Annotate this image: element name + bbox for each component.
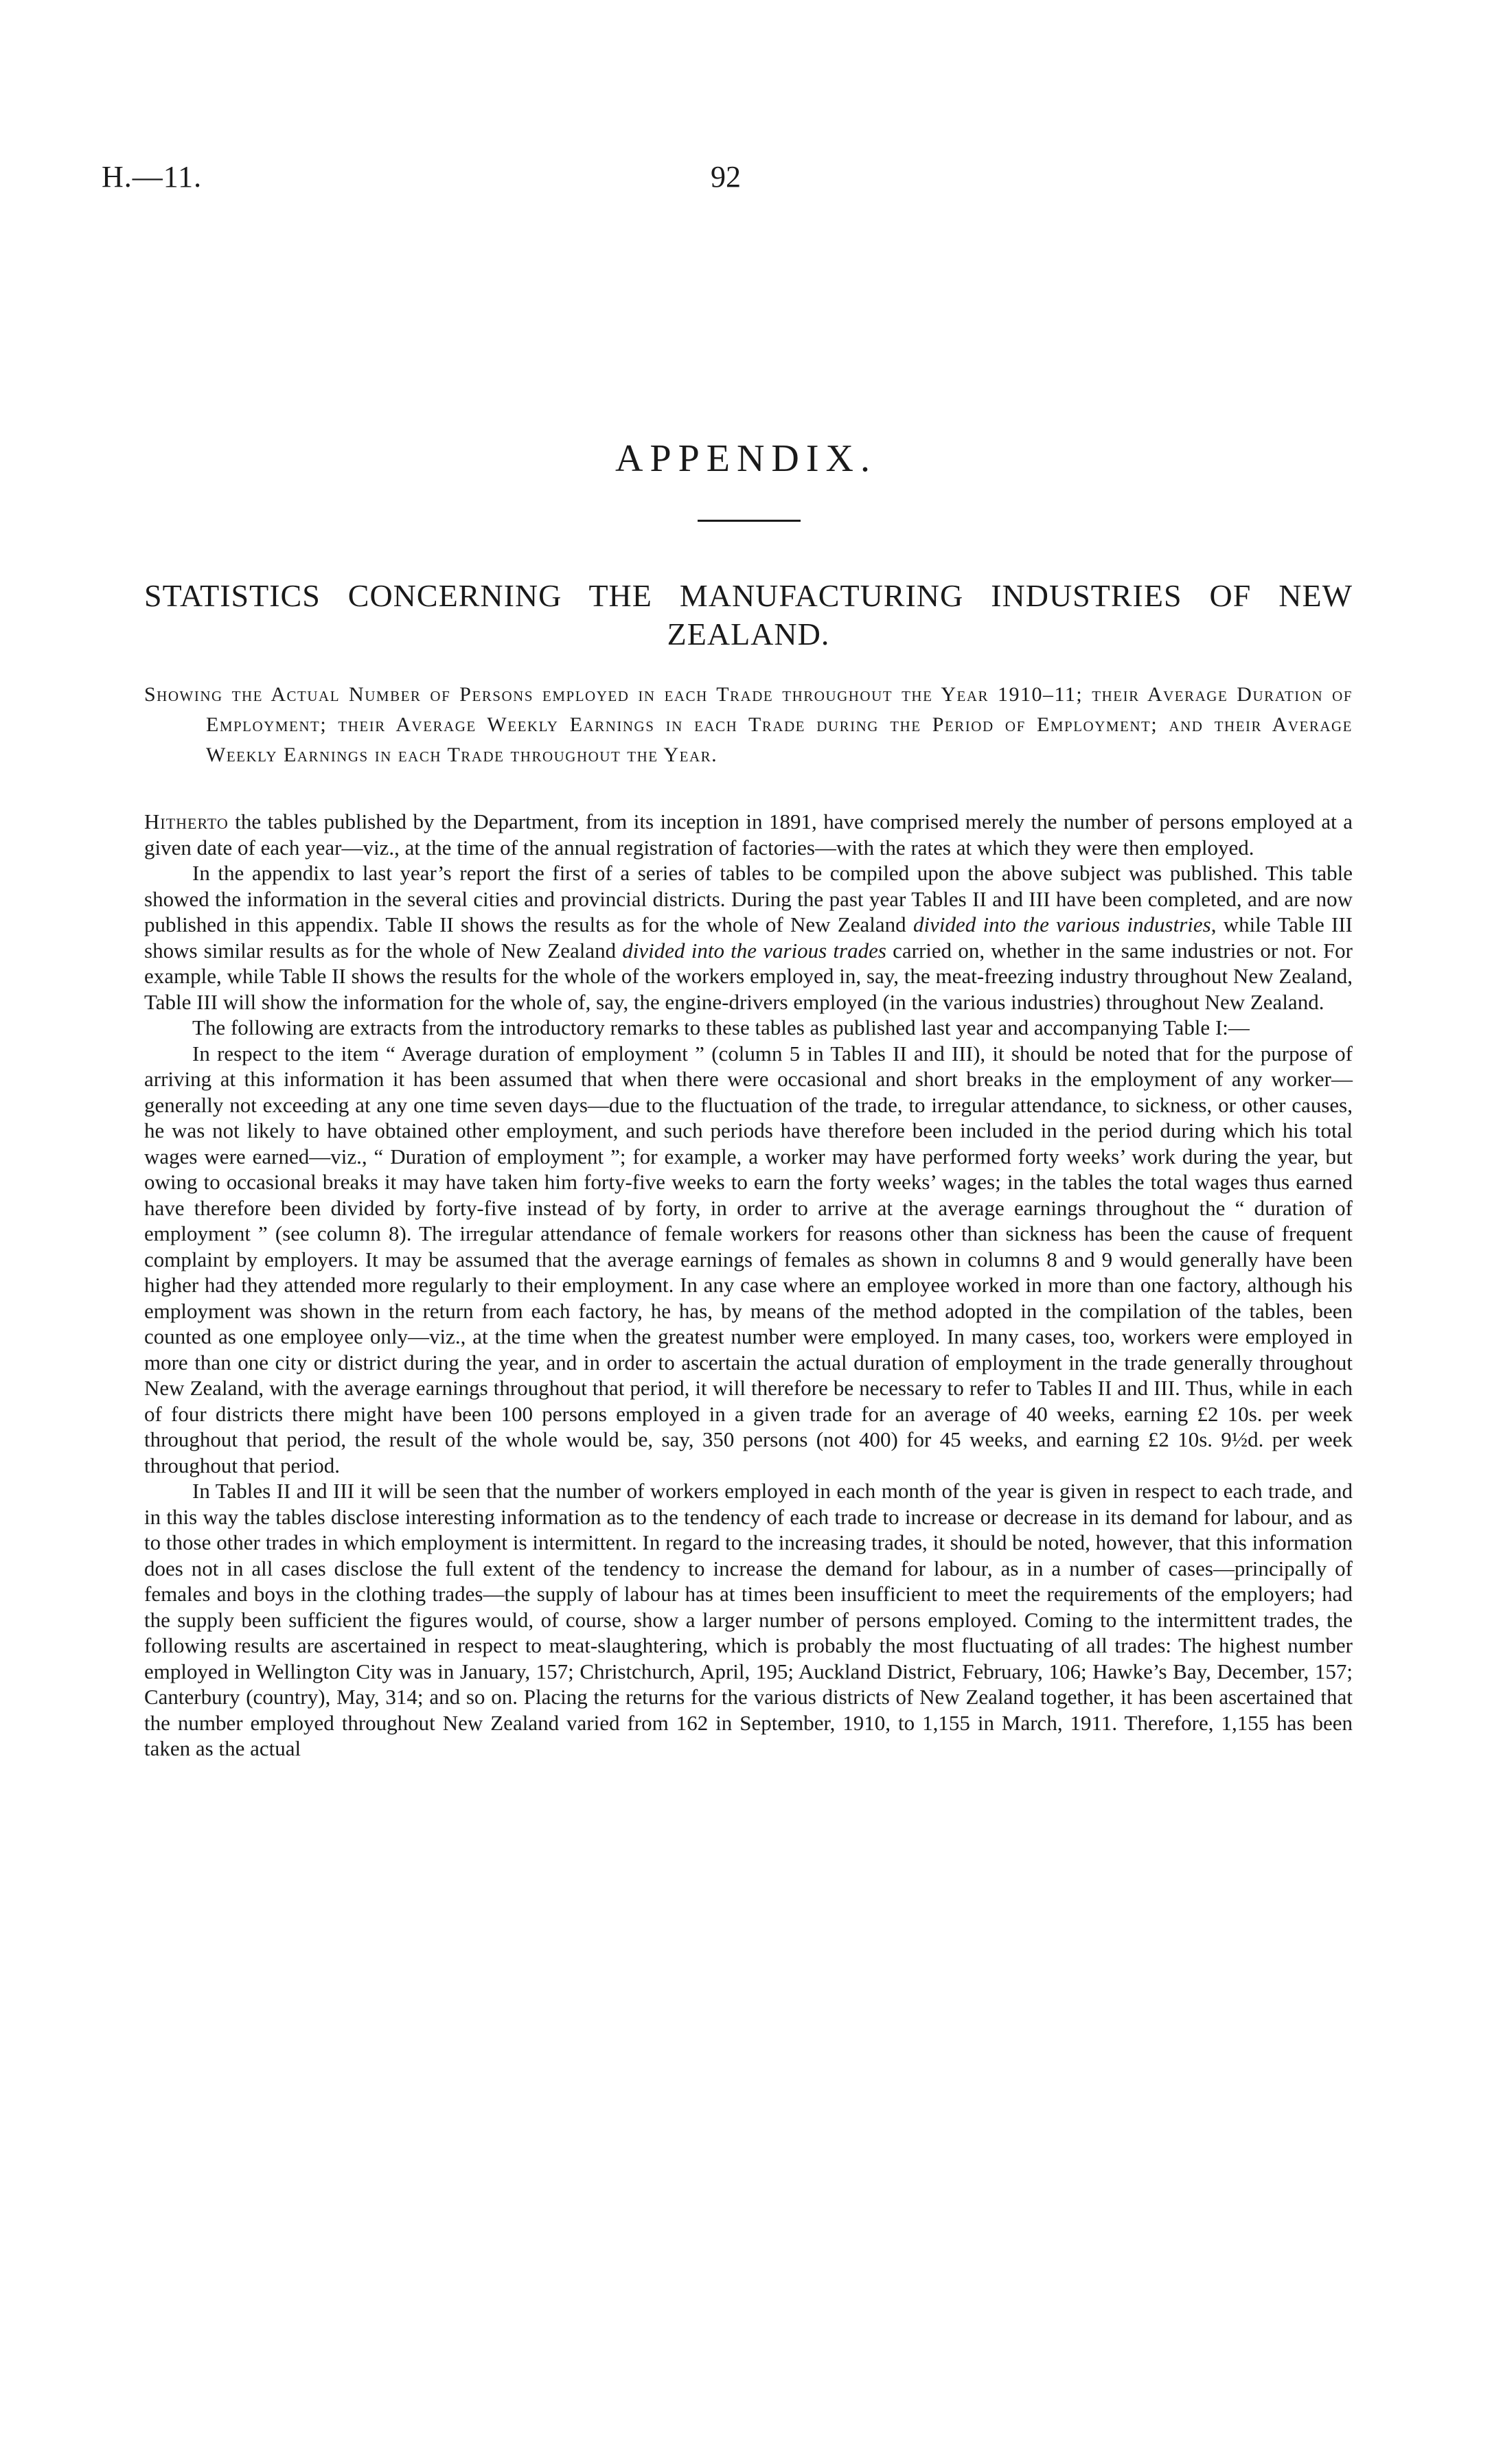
paragraph-1-text: the tables published by the Department, from its inception in 1891, have comprised merely the number of persons employed at a given date of each year—viz., at the time of the annual registration of factories—with the rates at which they were then employed. (144, 809, 1353, 860)
paragraph-2-text-c: carried on, whether in the same industries or not. For example, while Table II shows the results for the whole of the workers employed in, say, the meat-freezing industry throughout New Zealand, Table III will show the information for the whole of, say, the engine-drivers employed (in the various industries) throughout New Zealand. (144, 938, 1353, 1014)
appendix-heading: APPENDIX. (615, 437, 877, 480)
body-text (144, 809, 1353, 1762)
subtitle (144, 680, 1353, 770)
heading-divider (698, 520, 801, 522)
paragraph-1 (144, 809, 1353, 860)
paragraph-2-emphasis-2: divided into the various trades (622, 938, 886, 963)
subtitle-text: Showing the Actual Number of Persons employed in each Trade throughout the Year 1910–11; their Average Duration of Employment; their Average Weekly Earnings in each Trade during the Period of Employment; and their Average Weekly Earnings in each Trade throughout the Year. (144, 683, 1353, 766)
paragraph-5: In Tables II and III it will be seen that the number of workers employed in each month of the year is given in respect to each trade, and in this way the tables disclose interesting information as to the tendency of each trade to increase or decrease in its demand for labour, and as to those other trades in which employment is intermittent. In regard to the increasing trades, it should be noted, however, that this information does not in all cases disclose the full extent of the tendency to increase the demand for labour, as in a number of cases—principally of females and boys in the clothing trades—the supply of labour has at times been insufficient to meet the requirements of the employers; had the supply been sufficient the figures would, of course, show a larger number of persons employed. Coming to the intermittent trades, the following results are ascertained in respect to meat-slaughtering, which is probably the most fluctuating of all trades: The highest number employed in Wellington City was in January, 157; Christchurch, April, 195; Auckland District, February, 106; Hawke’s Bay, December, 157; Canterbury (country), May, 314; and so on. Placing the returns for the various districts of New Zealand together, it has been ascertained that the number employed throughout New Zealand varied from 162 in September, 1910, to 1,155 in March, 1911. Therefore, 1,155 has been taken as the actual (144, 1479, 1353, 1760)
paragraph-1-lead: Hitherto (144, 809, 229, 833)
paragraph-2-text-a: In the appendix to last year’s report the first of a series of tables to be compiled upon the above subject was published. This table showed the information in the several cities and provincial districts. During the past year Tables II and III have been completed, and are now published in this appendix. Table II shows the results as for the whole of New Zealand (144, 861, 1353, 936)
paragraph-2-text-b: , while Table III shows similar results as for the whole of New Zealand (144, 912, 1353, 963)
main-title: STATISTICS CONCERNING THE MANUFACTURING INDUSTRIES OF NEW ZEALAND. (144, 578, 1353, 652)
page-number: 92 (711, 160, 741, 194)
paragraph-4: In respect to the item “ Average duration of employment ” (column 5 in Tables II and III), it should be noted that for the purpose of arriving at this information it has been assumed that when there were occasional and short breaks in the employment of any worker—generally not exceeding at any one time seven days—due to the fluctuation of the trade, to irregular attendance, to sickness, or other causes, he was not likely to have obtained other employment, and such periods have therefore been included in the period during which his total wages were earned—viz., “ Duration of employment ”; for example, a worker may have performed forty weeks’ work during the year, but owing to occasional breaks it may have taken him forty-five weeks to earn the forty weeks’ wages; in the tables the total wages thus earned have therefore been divided by forty-five instead of by forty, in order to arrive at the average earnings throughout the “ duration of employment ” (see column 8). The irregular attendance of female workers for reasons other than sickness has been the cause of frequent complaint by employers. It may be assumed that the average earnings of females as shown in columns 8 and 9 would generally have been higher had they attended more regularly to their employment. In any case where an employee worked in more than one factory, although his employment was shown in the return from each factory, he has, by means of the method adopted in the compilation of the tables, been counted as one employee only—viz., at the time when the greatest number were employed. In many cases, too, workers were employed in more than one city or district during the year, and in order to ascertain the actual duration of employment in the trade generally throughout New Zealand, with the average earnings throughout that period, it will therefore be necessary to refer to Tables II and III. Thus, while in each of four districts there might have been 100 persons employed in a given trade for an average of 40 weeks, earning £2 10s. per week throughout that period, the result of the whole would be, say, 350 persons (not 400) for 45 weeks, and earning £2 10s. 9½d. per week throughout that period. (144, 1041, 1353, 1477)
paragraph-2-emphasis-1: divided into the various industries (913, 912, 1211, 936)
document-reference: H.—11. (102, 160, 203, 194)
paragraph-3: The following are extracts from the introductory remarks to these tables as published last year and accompanying Table I:— (192, 1015, 1250, 1039)
paragraph-2 (144, 860, 1353, 1015)
